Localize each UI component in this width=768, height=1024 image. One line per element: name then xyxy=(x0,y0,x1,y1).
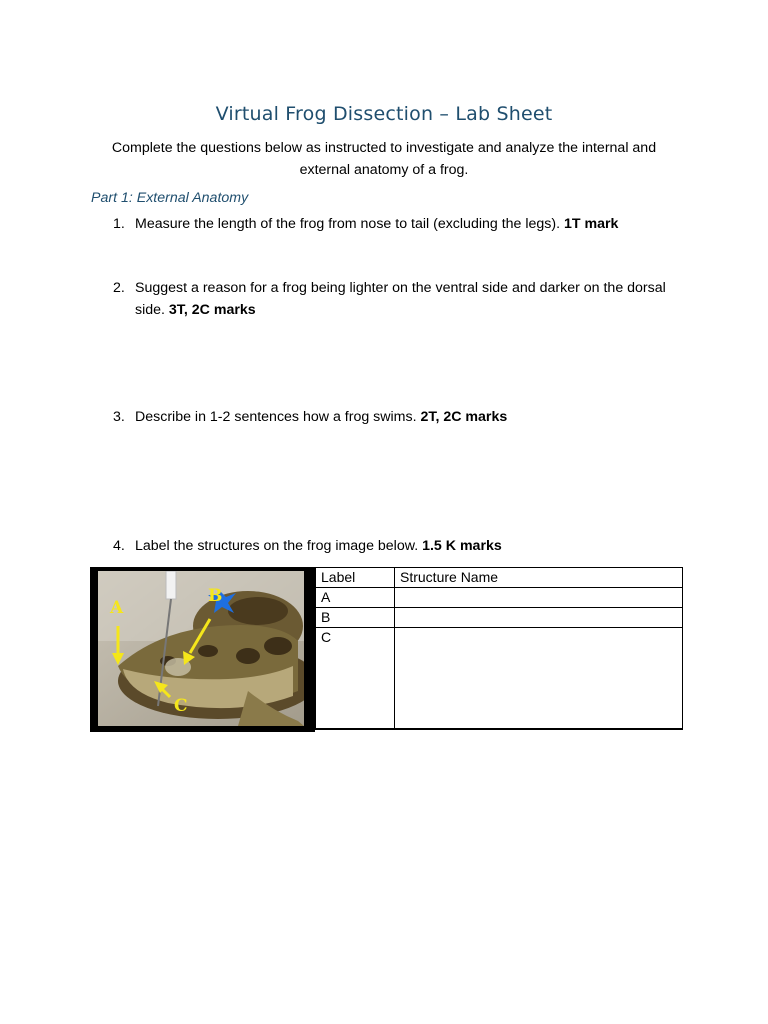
frog-photo-panel xyxy=(90,567,315,732)
page-title: Virtual Frog Dissection – Lab Sheet xyxy=(215,103,553,125)
question-number: 1. xyxy=(113,216,125,232)
frog-label-figure xyxy=(90,567,683,732)
question-number: 2. xyxy=(113,280,125,296)
figure-label-c: C xyxy=(174,696,188,716)
intro-text: Complete the questions below as instructed to investigate and analyze the internal and external anatomy of a frog. xyxy=(111,140,657,178)
row-label: C xyxy=(316,628,395,730)
frog-photo xyxy=(98,571,304,726)
question-1 xyxy=(113,213,673,235)
row-answer-cell[interactable] xyxy=(395,608,683,628)
question-number: 3. xyxy=(113,409,125,425)
row-label: A xyxy=(316,588,395,608)
table-header-structure: Structure Name xyxy=(395,568,683,588)
table-row xyxy=(316,628,683,730)
question-4 xyxy=(113,535,673,557)
question-marks: 1T mark xyxy=(564,216,619,232)
question-text: Suggest a reason for a frog being lighter on the ventral side and darker on the dorsal side. 3T, 2C marks xyxy=(135,280,666,318)
figure-label-b: B xyxy=(208,586,223,606)
table-row xyxy=(316,588,683,608)
table-row xyxy=(316,608,683,628)
section-heading-part-1: Part 1: External Anatomy xyxy=(91,190,249,206)
question-text: Describe in 1-2 sentences how a frog swims. 2T, 2C marks xyxy=(135,409,508,425)
row-answer-cell[interactable] xyxy=(395,628,683,730)
row-answer-cell[interactable] xyxy=(395,588,683,608)
question-3 xyxy=(113,406,673,428)
figure-label-a: A xyxy=(110,598,124,618)
row-label: B xyxy=(316,608,395,628)
question-marks: 1.5 K marks xyxy=(422,538,502,554)
table-header-label: Label xyxy=(316,568,395,588)
question-marks: 2T, 2C marks xyxy=(420,409,508,425)
question-text: Label the structures on the frog image below. 1.5 K marks xyxy=(135,538,502,554)
question-text: Measure the length of the frog from nose to tail (excluding the legs). 1T mark xyxy=(135,216,619,232)
question-number: 4. xyxy=(113,538,125,554)
question-marks: 3T, 2C marks xyxy=(168,302,256,318)
table-header-row xyxy=(316,568,683,588)
label-table xyxy=(315,567,683,730)
question-2 xyxy=(113,277,673,321)
